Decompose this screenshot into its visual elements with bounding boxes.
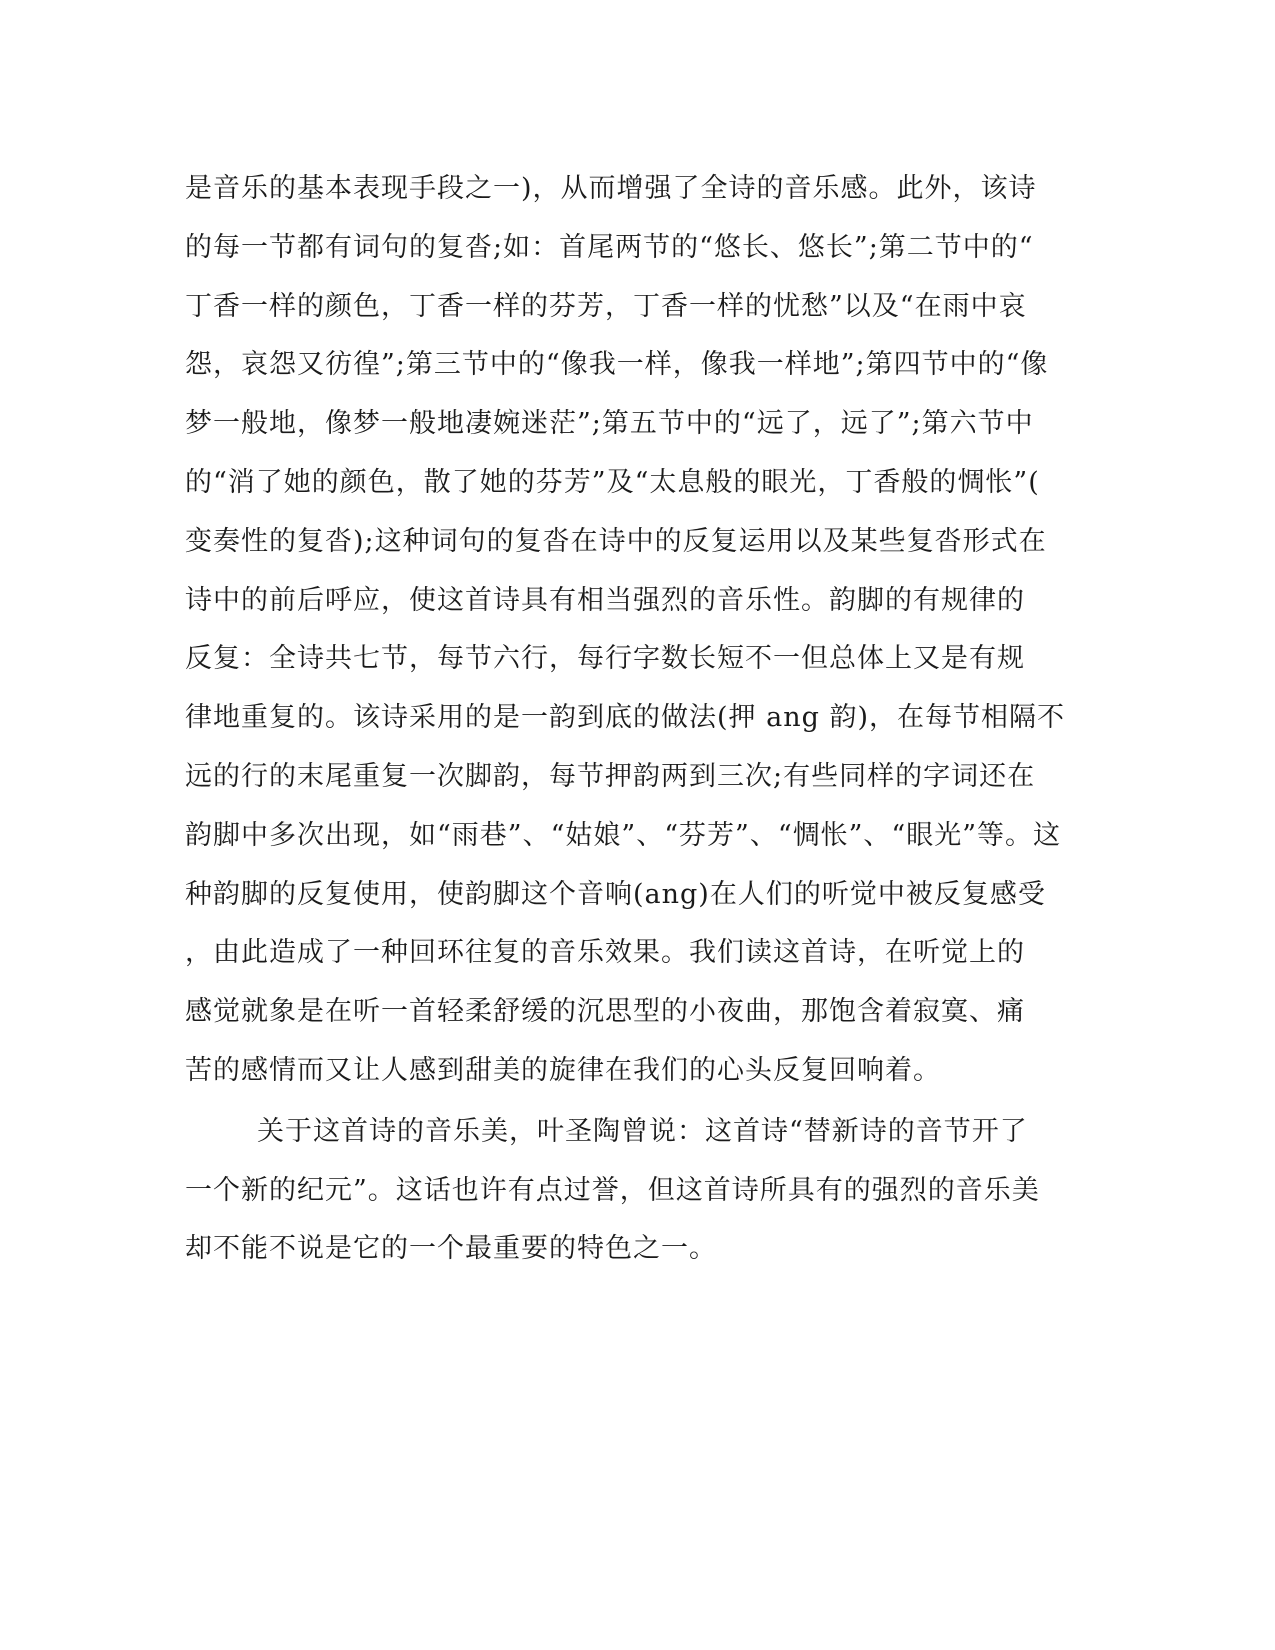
text-line: 的“消了她的颜色，散了她的芬芳”及“太息般的眼光，丁香般的惆怅”( — [185, 466, 1040, 498]
text-line: 的每一节都有词句的复沓;如：首尾两节的“悠长、悠长”;第二节中的“ — [185, 231, 1034, 263]
text-line: 韵脚中多次出现，如“雨巷”、“姑娘”、“芬芳”、“惆怅”、“眼光”等。这 — [185, 819, 1062, 851]
body-text — [185, 160, 1066, 1279]
text-line: 感觉就象是在听一首轻柔舒缓的沉思型的小夜曲，那饱含着寂寞、痛 — [185, 996, 1025, 1028]
paragraph-1 — [185, 160, 1066, 1101]
text-line: 种韵脚的反复使用，使韵脚这个音响(ang)在人们的听觉中被反复感受 — [185, 878, 1046, 910]
text-line: 诗中的前后呼应，使这首诗具有相当强烈的音乐性。韵脚的有规律的 — [185, 584, 1025, 616]
text-line: 变奏性的复沓);这种词句的复沓在诗中的反复运用以及某些复沓形式在 — [185, 525, 1047, 557]
text-line: ，由此造成了一种回环往复的音乐效果。我们读这首诗，在听觉上的 — [185, 937, 1025, 969]
text-line: 丁香一样的颜色，丁香一样的芬芳，丁香一样的忧愁”以及“在雨中哀 — [185, 290, 1027, 322]
text-line: 是音乐的基本表现手段之一)，从而增强了全诗的音乐感。此外，该诗 — [185, 173, 1037, 204]
text-line: 一个新的纪元”。这话也许有点过誉，但这首诗所具有的强烈的音乐美 — [185, 1174, 1040, 1206]
text-line: 梦一般地，像梦一般地凄婉迷茫”;第五节中的“远了，远了”;第六节中 — [185, 408, 1034, 440]
text-line: 怨，哀怨又彷徨”;第三节中的“像我一样，像我一样地”;第四节中的“像 — [185, 349, 1049, 381]
text-line: 苦的感情而又让人感到甜美的旋律在我们的心头反复回响着。 — [185, 1054, 941, 1086]
text-line: 关于这首诗的音乐美，叶圣陶曾说：这首诗“替新诗的音节开了 — [257, 1115, 1028, 1147]
text-line: 律地重复的。该诗采用的是一韵到底的做法(押 ang 韵)，在每节相隔不 — [185, 702, 1066, 734]
text-line: 反复：全诗共七节，每节六行，每行字数长短不一但总体上又是有规 — [185, 643, 1025, 675]
text-line: 远的行的末尾重复一次脚韵，每节押韵两到三次;有些同样的字词还在 — [185, 760, 1036, 792]
text-line: 却不能不说是它的一个最重要的特色之一。 — [185, 1233, 717, 1265]
paragraph-2 — [185, 1103, 1045, 1279]
